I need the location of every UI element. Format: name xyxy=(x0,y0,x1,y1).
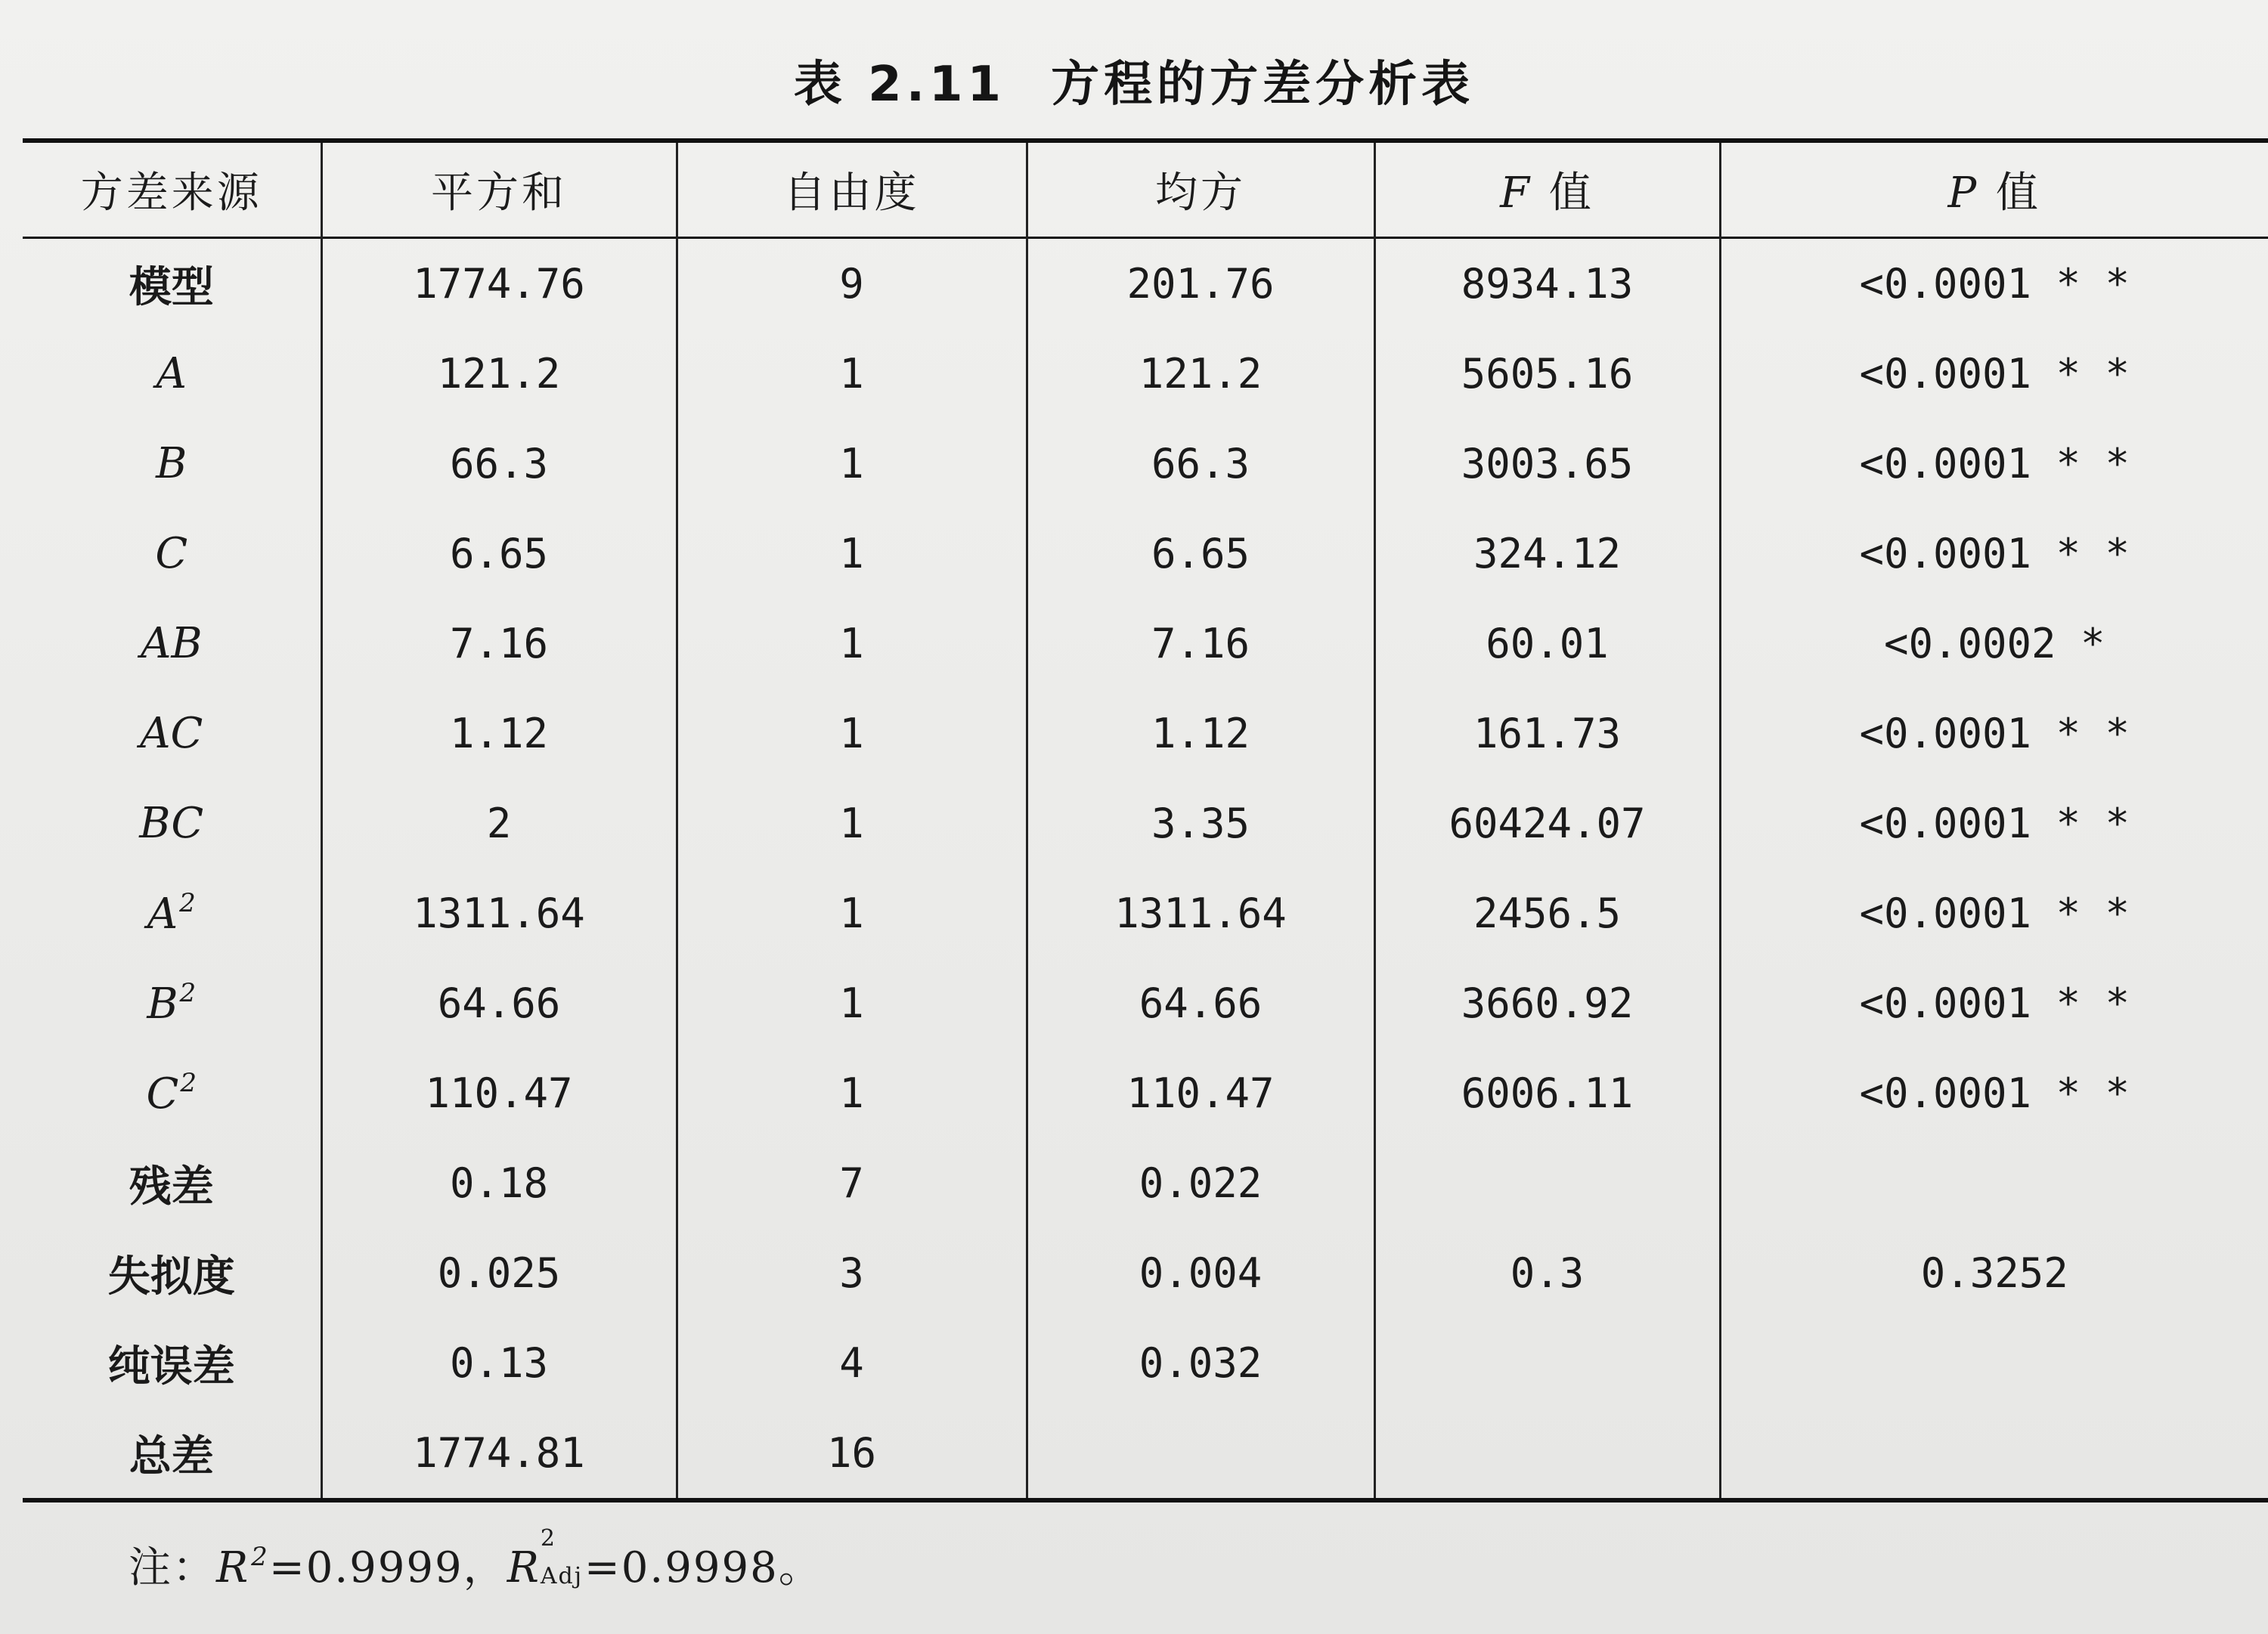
source-exponent: 2 xyxy=(180,1068,197,1098)
cell-p-value: <0.0001 * * xyxy=(1720,238,2268,330)
table-row xyxy=(23,1408,2268,1500)
cell-sum-of-squares: 121.2 xyxy=(321,329,677,419)
cell-f-value: 0.3 xyxy=(1374,1228,1720,1318)
note-prefix: 注： xyxy=(129,1543,216,1592)
cell-sum-of-squares: 64.66 xyxy=(321,958,677,1048)
cell-degrees-of-freedom: 4 xyxy=(677,1318,1027,1408)
cell-sum-of-squares: 2 xyxy=(321,778,677,868)
cell-f-value: 60424.07 xyxy=(1374,778,1720,868)
cell-mean-square: 0.032 xyxy=(1027,1318,1374,1408)
table-row xyxy=(23,1318,2268,1408)
header-row xyxy=(23,141,2268,238)
cell-f-value: 3660.92 xyxy=(1374,958,1720,1048)
cell-f-value xyxy=(1374,1408,1720,1500)
cell-source: $A^2$ xyxy=(147,888,196,939)
adjusted-r-squared-symbol: R 2 Adj xyxy=(507,1525,584,1592)
cell-p-value: <0.0001 * * xyxy=(1720,868,2268,958)
cell-p-value: 0.3252 xyxy=(1720,1228,2268,1318)
cell-f-value: 3003.65 xyxy=(1374,419,1720,509)
cell-mean-square: 0.022 xyxy=(1027,1138,1374,1228)
header-f-label: 值 xyxy=(1548,169,1594,218)
cell-p-value: <0.0001 * * xyxy=(1720,329,2268,419)
cell-sum-of-squares: 7.16 xyxy=(321,599,677,689)
cell-mean-square: 110.47 xyxy=(1027,1048,1374,1138)
adjusted-r-squared-exponent: 2 xyxy=(540,1525,556,1552)
cell-mean-square: 121.2 xyxy=(1027,329,1374,419)
cell-sum-of-squares: 0.13 xyxy=(321,1318,677,1408)
cell-sum-of-squares: 1774.76 xyxy=(321,238,677,330)
source-exponent: 2 xyxy=(179,888,196,918)
cell-source: 失拟度 xyxy=(107,1251,235,1301)
cell-degrees-of-freedom: 1 xyxy=(677,778,1027,868)
cell-sum-of-squares: 1311.64 xyxy=(321,868,677,958)
cell-p-value: <0.0001 * * xyxy=(1720,778,2268,868)
header-sum-of-squares: 平方和 xyxy=(321,141,677,238)
cell-source: AC xyxy=(140,709,203,758)
header-p-label: 值 xyxy=(1996,169,2041,218)
cell-mean-square: 0.004 xyxy=(1027,1228,1374,1318)
table-row xyxy=(23,958,2268,1048)
table-caption xyxy=(0,45,2268,115)
adjusted-r-squared-value: =0.9998。 xyxy=(584,1543,823,1592)
cell-mean-square: 64.66 xyxy=(1027,958,1374,1048)
cell-mean-square: 201.76 xyxy=(1027,238,1374,330)
table-row xyxy=(23,238,2268,330)
cell-degrees-of-freedom: 9 xyxy=(677,238,1027,330)
cell-sum-of-squares: 1774.81 xyxy=(321,1408,677,1500)
adjusted-r-squared-subscript: Adj xyxy=(540,1563,584,1589)
cell-p-value: <0.0001 * * xyxy=(1720,958,2268,1048)
cell-mean-square: 3.35 xyxy=(1027,778,1374,868)
header-f-symbol: F xyxy=(1500,169,1533,218)
header-degrees-of-freedom: 自由度 xyxy=(677,141,1027,238)
cell-f-value: 2456.5 xyxy=(1374,868,1720,958)
cell-f-value: 8934.13 xyxy=(1374,238,1720,330)
cell-source: 残差 xyxy=(129,1161,214,1212)
cell-f-value: 5605.16 xyxy=(1374,329,1720,419)
cell-p-value xyxy=(1720,1138,2268,1228)
table-row xyxy=(23,1048,2268,1138)
cell-f-value: 324.12 xyxy=(1374,509,1720,599)
cell-degrees-of-freedom: 1 xyxy=(677,868,1027,958)
cell-degrees-of-freedom: 16 xyxy=(677,1408,1027,1500)
table-row xyxy=(23,778,2268,868)
cell-degrees-of-freedom: 1 xyxy=(677,509,1027,599)
table-row xyxy=(23,509,2268,599)
caption-number: 表 2.11 xyxy=(793,57,1006,113)
cell-source: A xyxy=(156,349,187,398)
cell-source: $B^2$ xyxy=(147,978,197,1029)
table-row xyxy=(23,689,2268,778)
cell-mean-square: 66.3 xyxy=(1027,419,1374,509)
cell-degrees-of-freedom: 7 xyxy=(677,1138,1027,1228)
cell-source: 模型 xyxy=(129,262,214,312)
cell-mean-square xyxy=(1027,1408,1374,1500)
table-row xyxy=(23,868,2268,958)
cell-degrees-of-freedom: 1 xyxy=(677,599,1027,689)
cell-degrees-of-freedom: 1 xyxy=(677,329,1027,419)
cell-degrees-of-freedom: 1 xyxy=(677,419,1027,509)
cell-f-value xyxy=(1374,1318,1720,1408)
cell-source: C xyxy=(155,529,188,578)
cell-p-value: <0.0002 * xyxy=(1720,599,2268,689)
header-f-value xyxy=(1374,141,1720,238)
cell-source: AB xyxy=(140,619,203,668)
cell-degrees-of-freedom: 1 xyxy=(677,1048,1027,1138)
header-p-symbol: P xyxy=(1947,169,1980,218)
cell-p-value: <0.0001 * * xyxy=(1720,1048,2268,1138)
cell-sum-of-squares: 0.18 xyxy=(321,1138,677,1228)
caption-title: 方程的方差分析表 xyxy=(1051,57,1475,113)
cell-mean-square: 7.16 xyxy=(1027,599,1374,689)
cell-source: 总差 xyxy=(129,1431,214,1481)
cell-p-value: <0.0001 * * xyxy=(1720,419,2268,509)
cell-mean-square: 1311.64 xyxy=(1027,868,1374,958)
source-exponent: 2 xyxy=(179,978,197,1008)
cell-f-value: 6006.11 xyxy=(1374,1048,1720,1138)
cell-f-value: 161.73 xyxy=(1374,689,1720,778)
table-row xyxy=(23,1138,2268,1228)
cell-source: $C^2$ xyxy=(146,1068,197,1119)
cell-mean-square: 6.65 xyxy=(1027,509,1374,599)
anova-table xyxy=(23,138,2268,1502)
cell-sum-of-squares: 0.025 xyxy=(321,1228,677,1318)
r-squared-value: =0.9999， xyxy=(268,1543,507,1592)
cell-f-value: 60.01 xyxy=(1374,599,1720,689)
cell-sum-of-squares: 1.12 xyxy=(321,689,677,778)
header-p-value xyxy=(1720,141,2268,238)
cell-sum-of-squares: 110.47 xyxy=(321,1048,677,1138)
cell-p-value: <0.0001 * * xyxy=(1720,689,2268,778)
table-row xyxy=(23,419,2268,509)
cell-p-value xyxy=(1720,1408,2268,1500)
cell-degrees-of-freedom: 3 xyxy=(677,1228,1027,1318)
table-note xyxy=(129,1525,823,1595)
table-row xyxy=(23,599,2268,689)
table-row xyxy=(23,329,2268,419)
header-source: 方差来源 xyxy=(80,169,262,218)
r-squared-exponent: 2 xyxy=(251,1542,269,1572)
cell-source: B xyxy=(156,439,187,488)
table-row xyxy=(23,1228,2268,1318)
cell-sum-of-squares: 66.3 xyxy=(321,419,677,509)
cell-mean-square: 1.12 xyxy=(1027,689,1374,778)
header-mean-square: 均方 xyxy=(1027,141,1374,238)
cell-degrees-of-freedom: 1 xyxy=(677,689,1027,778)
cell-f-value xyxy=(1374,1138,1720,1228)
cell-p-value: <0.0001 * * xyxy=(1720,509,2268,599)
cell-source: BC xyxy=(139,799,204,848)
cell-degrees-of-freedom: 1 xyxy=(677,958,1027,1048)
r-squared-symbol: $R^2$ xyxy=(216,1542,269,1592)
cell-source: 纯误差 xyxy=(107,1341,235,1391)
cell-sum-of-squares: 6.65 xyxy=(321,509,677,599)
cell-p-value xyxy=(1720,1318,2268,1408)
